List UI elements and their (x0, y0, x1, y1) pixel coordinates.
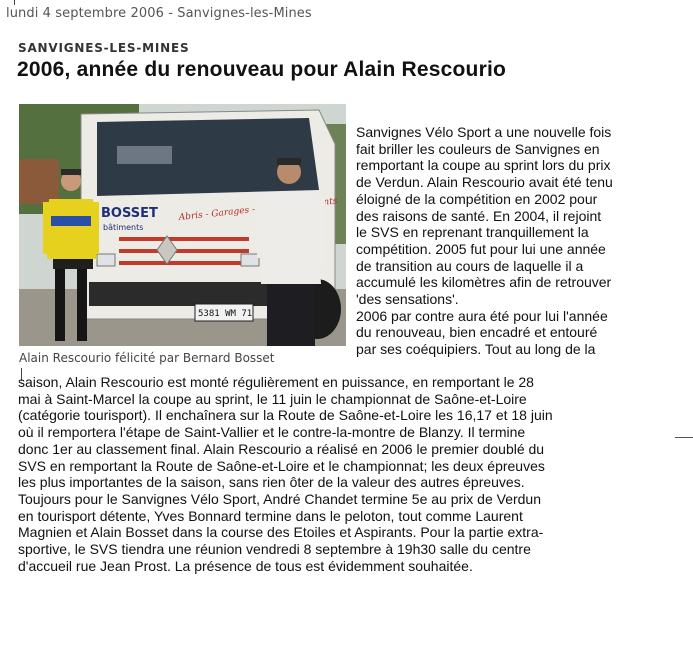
cyclist-jersey-band (49, 216, 97, 226)
cyclist-arm (43, 202, 51, 254)
body-line: remportant la coupe au sprint lors du prix (356, 157, 611, 174)
clipping-edge-mark (14, 0, 15, 5)
body-line: Sanvignes Vélo Sport a une nouvelle fois (356, 124, 612, 140)
photo-caption: Alain Rescourio félicité par Bernard Bosset (19, 351, 275, 365)
truck-sign-top: BOSSET (101, 206, 158, 221)
body-line: de Verdun. Alain Rescourio avait été tenu (356, 174, 613, 191)
body-line: 2006 par contre aura été pour lui l'année (356, 307, 608, 324)
man-arm (257, 198, 267, 258)
body-line: d'accueil rue Jean Prost. La présence de tous est évidemment souhaitée. (18, 557, 473, 574)
body-line: le SVS en reprenant tranquillement la (356, 224, 589, 241)
body-line: saison, Alain Rescourio est monté régulièrement en puissance, en remportant le 28 (18, 374, 534, 390)
truck-headlight (241, 254, 259, 266)
body-line: fait briller les couleurs de Sanvignes en (356, 140, 600, 157)
truck-headlight (97, 254, 115, 266)
truck-stripe (119, 261, 249, 265)
man-trousers (267, 284, 315, 346)
body-line: du renouveau, bien encadré et entouré (356, 324, 598, 341)
truck-stripe (119, 249, 249, 253)
cyclist-arm (91, 202, 99, 254)
body-line: Magnien et Alain Bosset dans la course des Etoiles et Aspirants. Pour la partie extra- (18, 524, 544, 541)
dateline: lundi 4 septembre 2006 - Sanvignes-les-Mines (6, 6, 312, 21)
truck-plate-text: 5381 WM 71 (198, 309, 253, 319)
body-line: (catégorie tourisport). Il enchaînera sur la Route de Saône-et-Loire les 16,17 et 18 juin (18, 407, 553, 424)
man-hair (277, 158, 301, 165)
truck-stripe (119, 237, 249, 241)
body-line: Toujours pour le Sanvignes Vélo Sport, André Chandet termine 5e au prix de Verdun (18, 490, 541, 507)
cyclist-leg (55, 269, 65, 341)
body-line: SVS en remportant la Route de Saône-et-Loire et le championnat; les deux épreuves (18, 457, 545, 474)
article-photo (19, 104, 346, 346)
body-line: éloigné de la compétition en 2002 pour (356, 190, 598, 207)
photo-chalet (19, 159, 59, 204)
cyclist-leg (77, 269, 87, 341)
cyclist-jersey (47, 199, 97, 259)
cyclist-shorts (53, 259, 93, 269)
windshield-reflection (117, 146, 172, 164)
body-line: en tourisport détente, Yves Bonnard termine dans le peloton, tout comme Laurent (18, 507, 523, 524)
margin-rule (675, 437, 693, 438)
body-line: compétition. 2005 fut pour lui une année (356, 240, 606, 257)
man-shirt (261, 194, 321, 284)
body-line: sportive, le SVS tiendra une réunion vendredi 8 septembre à 19h30 salle du centre (18, 541, 531, 558)
truck-sign-side: Abris - Garages - (178, 205, 256, 223)
body-line: des raisons de santé. En 2004, il rejoint (356, 207, 602, 224)
body-line: mai à Saint-Marcel la coupe au sprint, le 11 juin le championnat de Saône-et-Loire (18, 390, 527, 407)
body-line: donc 1er au classement final. Alain Rescourio a réalisé en 2006 le premier doublé du (18, 440, 545, 457)
article-body-column (356, 124, 692, 358)
body-line: de transition au cours de laquelle il a (356, 257, 584, 274)
body-line: 'des sensations'. (356, 291, 459, 308)
body-line: par ses coéquipiers. Tout au long de la (356, 341, 596, 358)
article-body-full (18, 374, 693, 574)
man-arm (315, 198, 325, 266)
article-kicker: SANVIGNES-LES-MINES (18, 41, 190, 55)
truck-bumper (89, 282, 289, 306)
photo-scene (19, 104, 346, 346)
cyclist-hair (61, 169, 81, 175)
truck-sign-sub: bâtiments (103, 223, 144, 232)
body-line: les plus importantes de la saison, sans rien ôter de la valeur des autres épreuves. (18, 474, 525, 491)
body-line: accumulé les kilomètres afin de retrouver (356, 274, 612, 291)
article-headline: 2006, année du renouveau pour Alain Rescourio (17, 58, 507, 81)
body-line: où il remportera l'étape de Saint-Vallier et le contre-la-montre de Blanzy. Il termine (18, 424, 526, 441)
